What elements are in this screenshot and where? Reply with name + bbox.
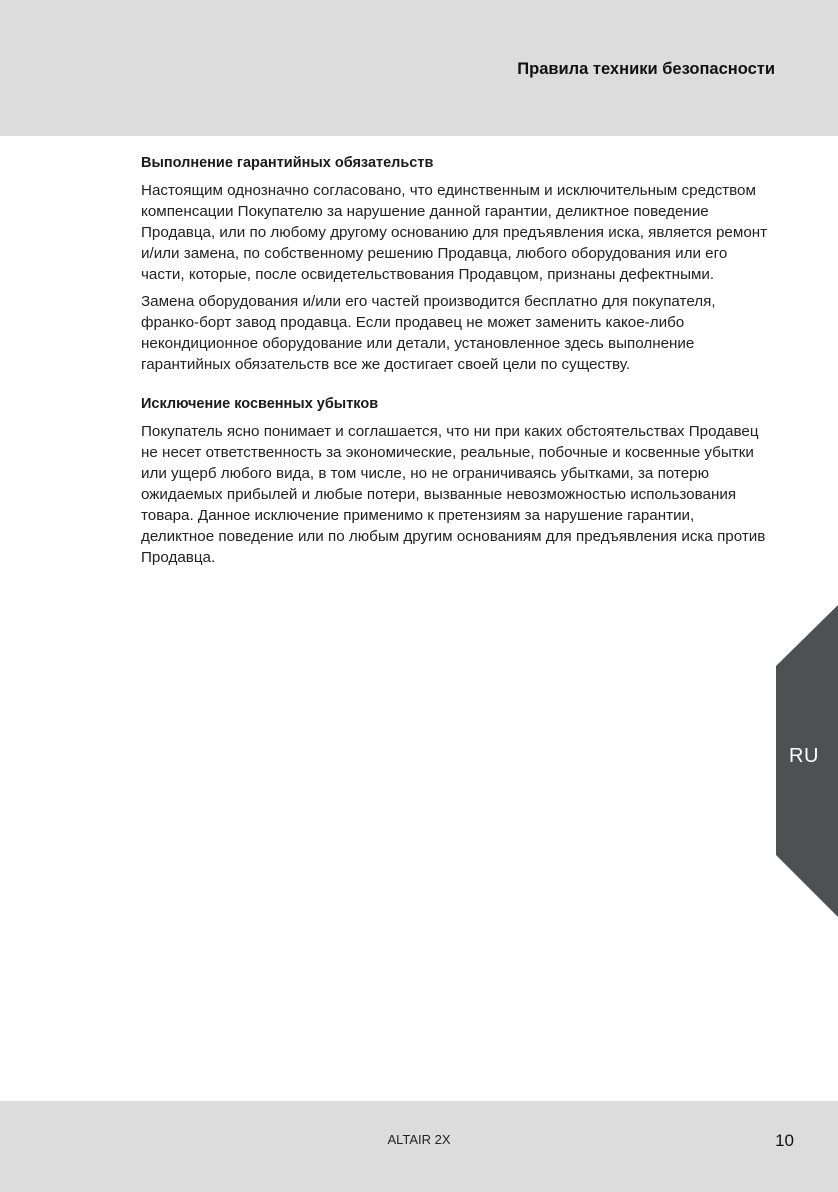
section-heading: Выполнение гарантийных обязательств <box>141 155 434 171</box>
language-tab-label: RU <box>789 745 819 767</box>
paragraph: Настоящим однозначно согласовано, что единственным и исключительным средством компенсации Покупателю за нарушение данной гарантии, деликтное поведение Продавца, или по любому другому основанию для предъявления иска, является ремонт и/или замена, по собственному решению Продавца, любого оборудования или его части, которые, после освидетельствования Продавцом, признаны дефектными. <box>141 182 768 283</box>
paragraph: Покупатель ясно понимает и соглашается, что ни при каких обстоятельствах Продавец не несет ответственность за экономические, реальные, побочные и косвенные убытки или ущерб любого вида, в том числе, но не ограничиваясь убытками, за потерю ожидаемых прибылей и любые потери, вызванные невозможностью использования товара. Данное исключение применимо к претензиям за нарушение гарантии, деликтное поведение или по любым другим основаниям для предъявления иска против Продавца. <box>141 423 766 566</box>
section-heading: Исключение косвенных убытков <box>141 396 379 412</box>
footer-model-name: ALTAIR 2X <box>387 1132 451 1147</box>
section-indirect-damages <box>141 395 771 568</box>
document-body <box>141 154 771 574</box>
paragraph: Замена оборудования и/или его частей производится бесплатно для покупателя, франко-борт завод продавца. Если продавец не может заменить какое-либо некондиционное оборудование или детали, установленное здесь выполнение гарантийных обязательств все же достигает своей цели по существу. <box>141 293 716 373</box>
section-warranty <box>141 154 771 375</box>
page-title: Правила техники безопасности <box>517 60 775 78</box>
page-number: 10 <box>775 1131 794 1150</box>
